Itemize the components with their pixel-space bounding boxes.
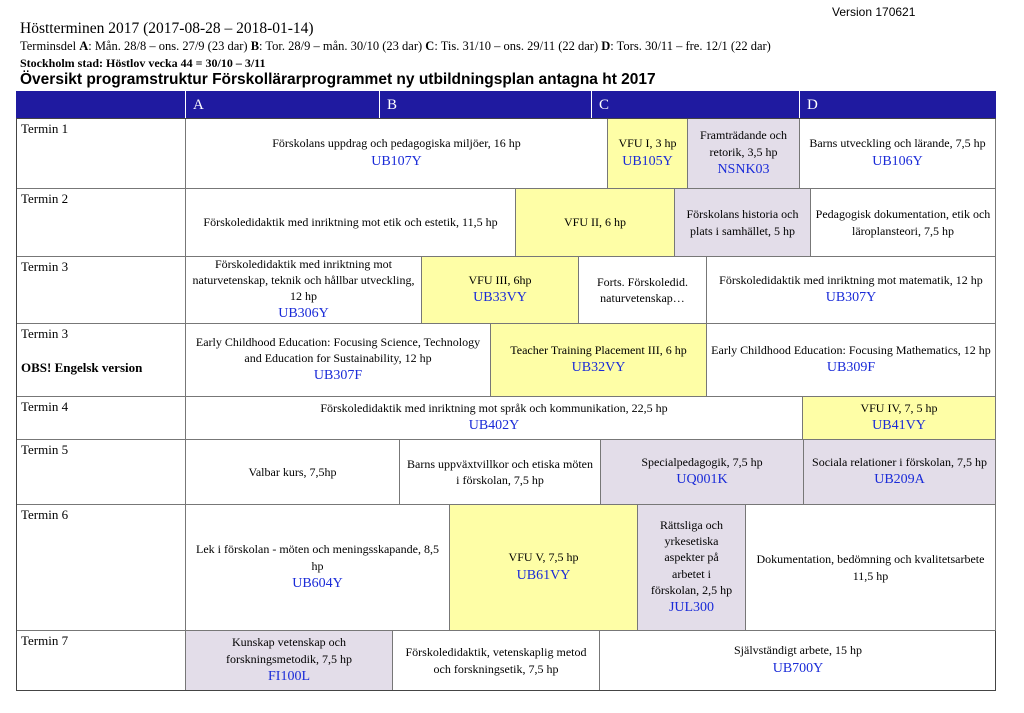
course-code: UB700Y bbox=[772, 660, 824, 676]
period-c-text: : Tis. 31/10 – ons. 29/11 (22 dar) bbox=[434, 39, 602, 53]
course-code: FI100L bbox=[268, 668, 310, 684]
header-divider bbox=[591, 91, 592, 118]
period-d-text: : Tors. 30/11 – fre. 12/1 (22 dar) bbox=[610, 39, 771, 53]
course-cell: Early Childhood Education: Focusing Mathematics, 12 hp UB309F bbox=[707, 324, 996, 397]
vfu-course-cell: VFU I, 3 hp UB105Y bbox=[608, 119, 688, 189]
course-code: UB106Y bbox=[872, 153, 923, 169]
program-structure-table bbox=[16, 118, 996, 691]
course-cell: Rättsliga och yrkesetiska aspekter på arbetet i förskolan, 2,5 hp JUL300 bbox=[638, 505, 746, 631]
period-a-label: A bbox=[79, 39, 89, 53]
course-cell: Förskoledidaktik med inriktning mot matematik, 12 hp UB307Y bbox=[707, 257, 996, 324]
course-code: UB604Y bbox=[292, 575, 343, 591]
course-code: UB32VY bbox=[571, 360, 626, 376]
periods-prefix: Terminsdel bbox=[20, 39, 80, 53]
course-code: UB306Y bbox=[278, 306, 329, 322]
term-label: Termin 1 bbox=[17, 119, 186, 189]
autumn-break-note: Stockholm stad: Höstlov vecka 44 = 30/10 – 3/11 bbox=[20, 56, 266, 70]
course-cell: Early Childhood Education: Focusing Science, Technology and Education for Sustainability, 12 hp UB307F bbox=[186, 324, 491, 397]
course-cell: Självständigt arbete, 15 hp UB700Y bbox=[600, 631, 996, 690]
course-cell: Dokumentation, bedömning och kvalitetsarbete 11,5 hp bbox=[746, 505, 996, 631]
course-code: NSNK03 bbox=[717, 161, 770, 177]
course-cell: Sociala relationer i förskolan, 7,5 hp UB209A bbox=[804, 440, 996, 505]
vfu-course-cell: VFU IV, 7, 5 hp UB41VY bbox=[803, 397, 996, 440]
course-code: UB33VY bbox=[473, 290, 527, 306]
course-cell: Lek i förskolan - möten och meningsskapande, 8,5 hp UB604Y bbox=[186, 505, 450, 631]
course-cell: Forts. Förskoledid. naturvetenskap… bbox=[579, 257, 707, 324]
course-code: UB61VY bbox=[516, 567, 571, 583]
period-a-text: : Mån. 28/8 – ons. 27/9 (23 dar) bbox=[88, 39, 251, 53]
term-label: Termin 5 bbox=[17, 440, 186, 505]
vfu-course-cell: VFU II, 6 hp bbox=[516, 189, 675, 257]
period-b-text: : Tor. 28/9 – mån. 30/10 (23 dar) bbox=[259, 39, 426, 53]
course-code: UB402Y bbox=[468, 418, 520, 434]
column-header-bar bbox=[16, 91, 996, 118]
english-version-note: OBS! Engelsk version bbox=[21, 360, 143, 375]
version-label: Version 170621 bbox=[832, 5, 916, 19]
course-cell: Förskoledidaktik med inriktning mot etik och estetik, 11,5 hp bbox=[186, 189, 516, 257]
page-title: Höstterminen 2017 (2017-08-28 – 2018-01-14) bbox=[20, 20, 314, 37]
course-cell: Kunskap vetenskap och forskningsmetodik, 7,5 hp FI100L bbox=[186, 631, 393, 690]
term-label: Termin 2 bbox=[17, 189, 186, 257]
header-divider bbox=[379, 91, 380, 118]
overview-heading: Översikt programstruktur Förskollärarprogrammet ny utbildningsplan antagna ht 2017 bbox=[20, 71, 656, 88]
course-code: JUL300 bbox=[668, 600, 715, 616]
term-label: Termin 6 bbox=[17, 505, 186, 631]
course-cell: Barns utveckling och lärande, 7,5 hp UB106Y bbox=[800, 119, 996, 189]
course-code: UB105Y bbox=[622, 153, 673, 169]
period-c-label: C bbox=[425, 39, 435, 53]
course-cell: Förskolans uppdrag och pedagogiska miljöer, 16 hp UB107Y bbox=[186, 119, 608, 189]
course-code: UB307F bbox=[313, 368, 363, 384]
column-a-label: A bbox=[193, 97, 204, 113]
course-cell: Förskoledidaktik med inriktning mot naturvetenskap, teknik och hållbar utveckling, 12 hp UB306Y bbox=[186, 257, 422, 324]
term-label: Termin 7 bbox=[17, 631, 186, 690]
column-c-label: C bbox=[599, 97, 610, 113]
course-cell: Förskoledidaktik med inriktning mot språk och kommunikation, 22,5 hp UB402Y bbox=[186, 397, 803, 440]
period-b-label: B bbox=[250, 39, 260, 53]
period-d-label: D bbox=[601, 39, 611, 53]
course-cell: Specialpedagogik, 7,5 hp UQ001K bbox=[601, 440, 804, 505]
course-cell: Förskolans historia och plats i samhället, 5 hp bbox=[675, 189, 811, 257]
course-code: UQ001K bbox=[676, 472, 728, 488]
course-cell: Framträdande och retorik, 3,5 hp NSNK03 bbox=[688, 119, 800, 189]
course-code: UB41VY bbox=[872, 418, 926, 434]
course-code: UB309F bbox=[826, 360, 876, 376]
column-d-label: D bbox=[807, 97, 818, 113]
vfu-course-cell: VFU III, 6hp UB33VY bbox=[422, 257, 579, 324]
course-cell: Valbar kurs, 7,5hp bbox=[186, 440, 400, 505]
term-label: Termin 4 bbox=[17, 397, 186, 440]
header-divider bbox=[185, 91, 186, 118]
term-label: Termin 3 bbox=[17, 257, 186, 324]
column-b-label: B bbox=[387, 97, 398, 113]
course-code: UB209A bbox=[874, 472, 925, 488]
course-code: UB107Y bbox=[371, 153, 422, 169]
header-divider bbox=[799, 91, 800, 118]
course-cell: Förskoledidaktik, vetenskaplig metod och forskningsetik, 7,5 hp bbox=[393, 631, 600, 690]
vfu-course-cell: VFU V, 7,5 hp UB61VY bbox=[450, 505, 638, 631]
term-name: Termin 3 bbox=[21, 326, 69, 341]
course-code: UB307Y bbox=[825, 290, 877, 306]
course-cell: Barns uppväxtvillkor och etiska möten i förskolan, 7,5 hp bbox=[400, 440, 601, 505]
vfu-course-cell: Teacher Training Placement III, 6 hp UB32VY bbox=[491, 324, 707, 397]
course-cell: Pedagogisk dokumentation, etik och läroplansteori, 7,5 hp bbox=[811, 189, 996, 257]
term-label bbox=[17, 324, 186, 397]
term-periods bbox=[20, 39, 771, 54]
